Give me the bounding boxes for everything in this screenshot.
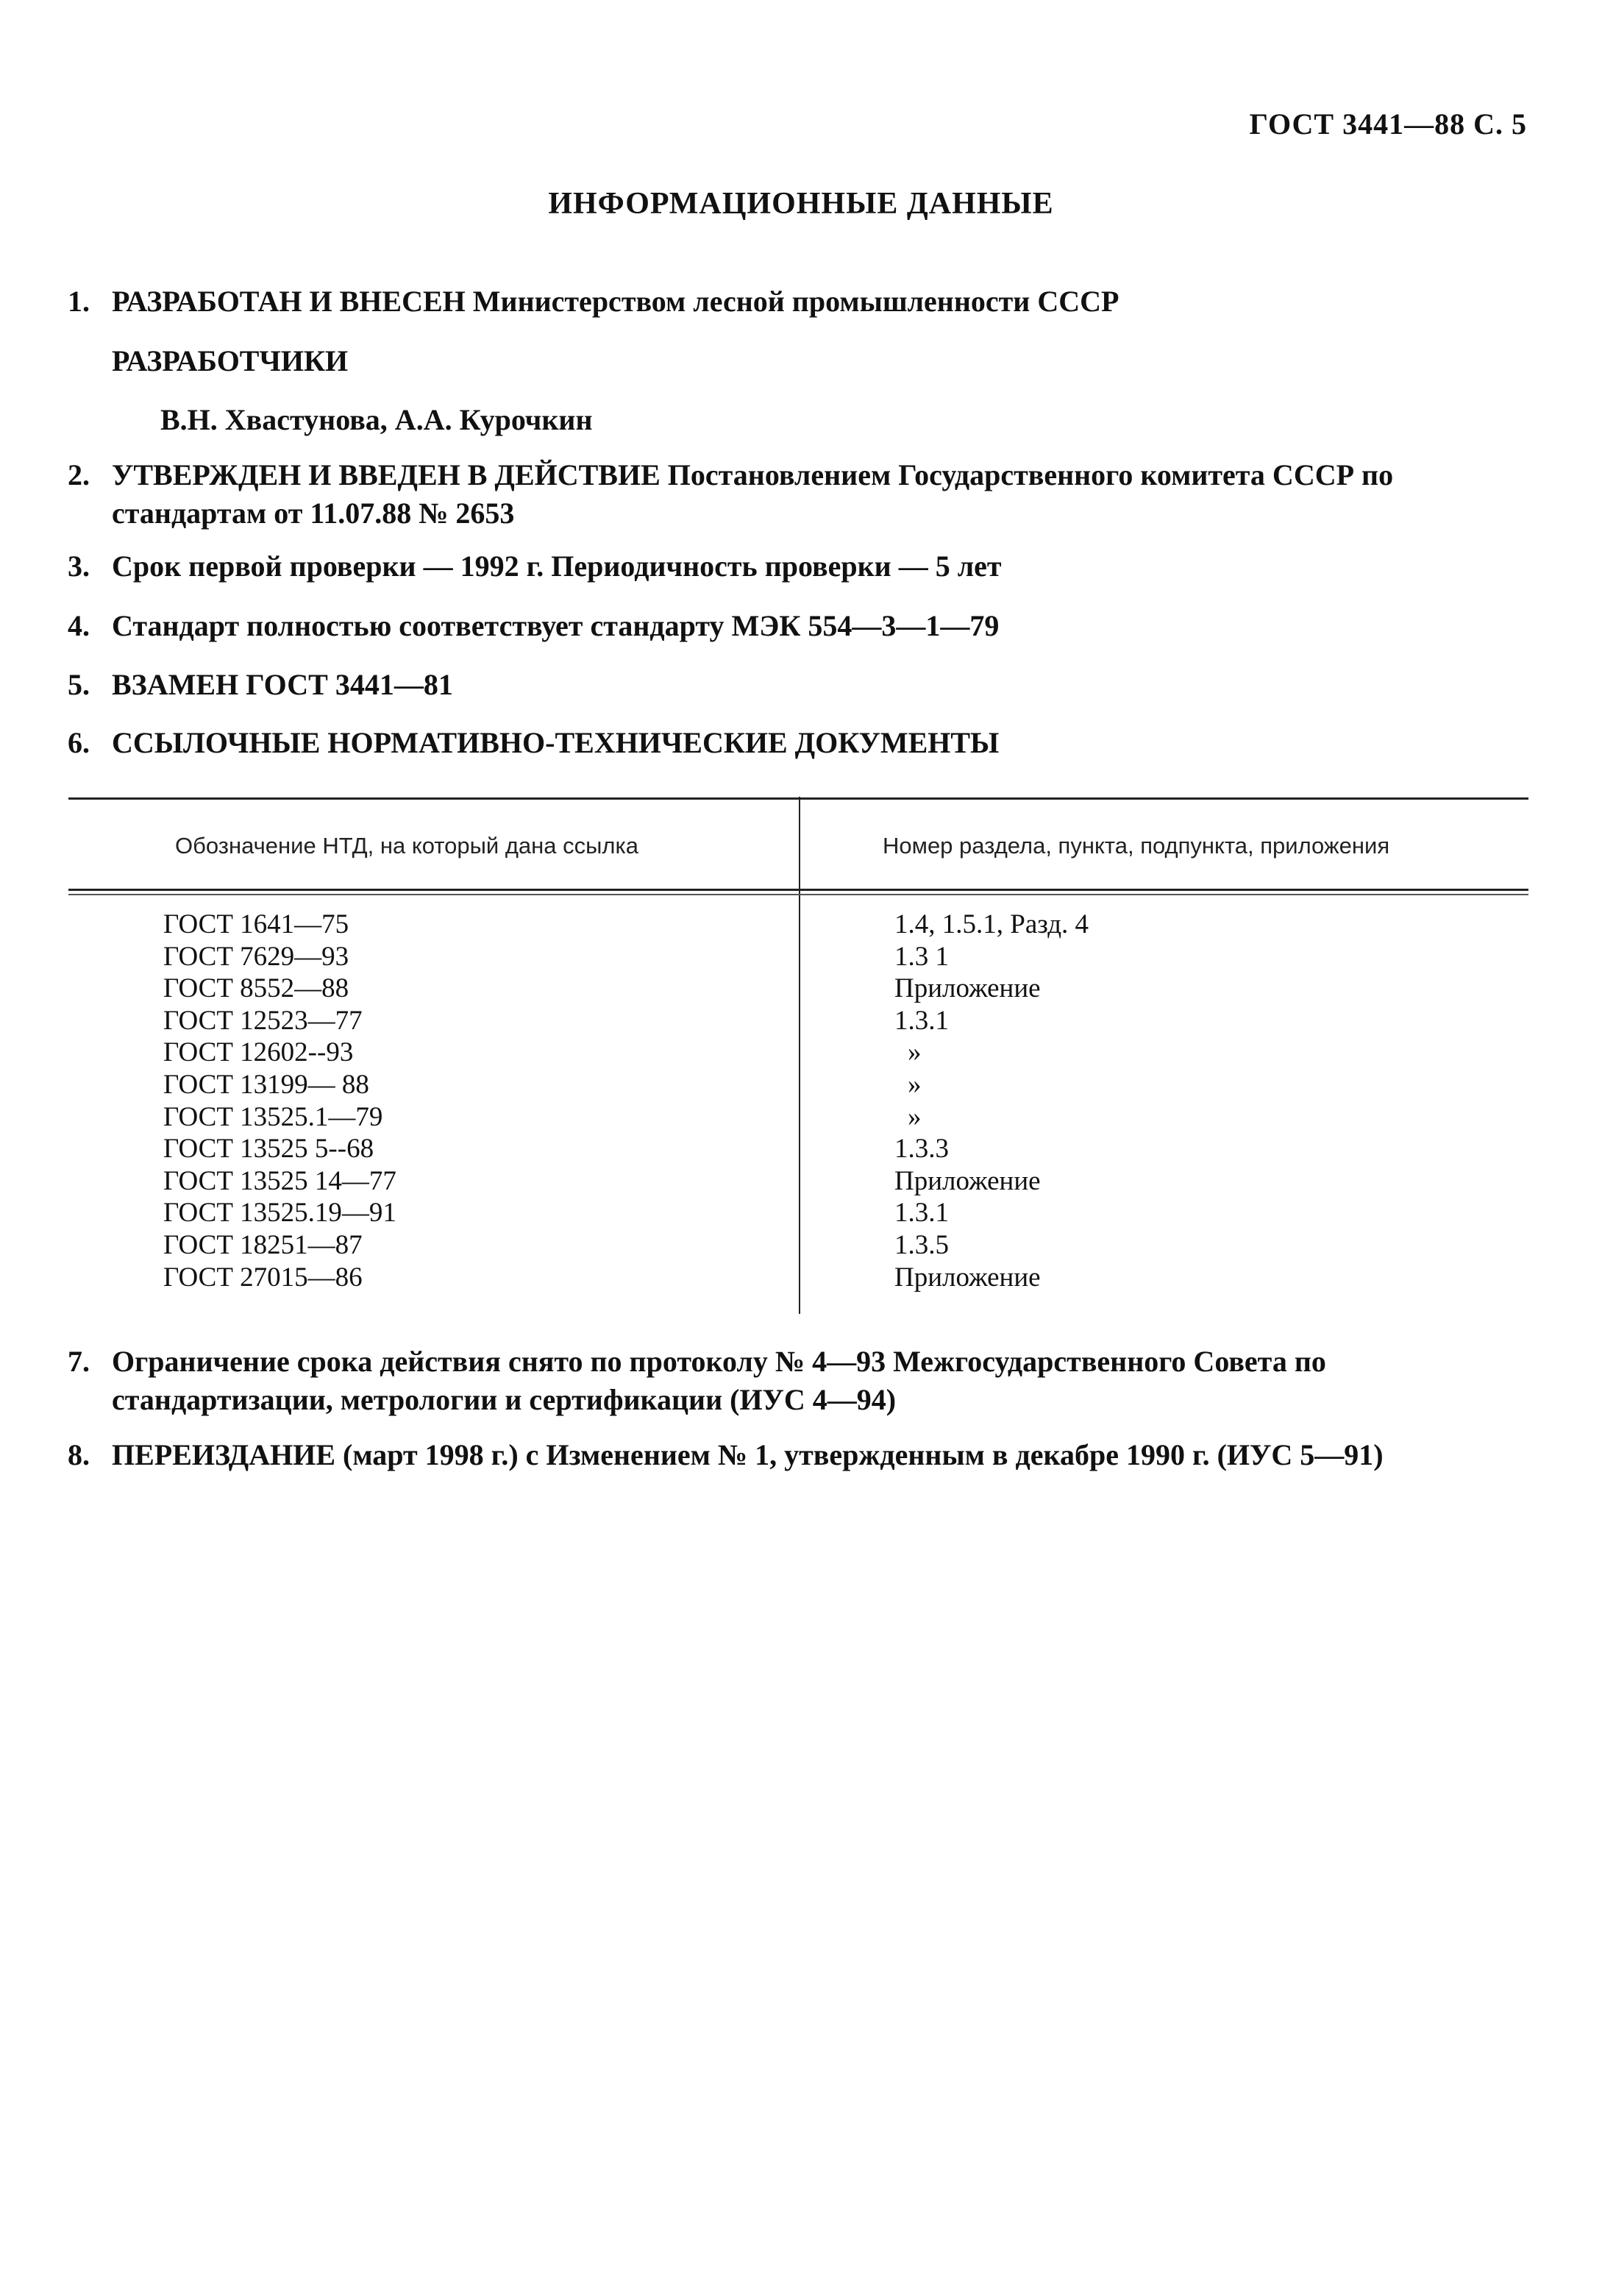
- info-item-6: [68, 722, 1528, 764]
- item-text: Ограничение срока действия снято по протоколу № 4—93 Межгосударственного Совета по стандартизации, метрологии и сертификации (ИУС 4—94): [112, 1345, 1326, 1416]
- item-text: ВЗАМЕН ГОСТ 3441—81: [112, 668, 453, 701]
- table-header-designation: Обозначение НТД, на который дана ссылка: [175, 833, 638, 859]
- table-cell-designation: ГОСТ 8552—88: [163, 973, 349, 1004]
- table-cell-designation: ГОСТ 13525 14—77: [163, 1165, 396, 1196]
- table-cell-section: Приложение: [894, 1262, 1041, 1293]
- item-text: Срок первой проверки — 1992 г. Периодичность проверки — 5 лет: [112, 550, 1002, 583]
- page-header: ГОСТ 3441—88 С. 5: [1249, 107, 1527, 141]
- table-cell-section: 1.3.5: [894, 1229, 949, 1260]
- developers-names: В.Н. Хвастунова, А.А. Курочкин: [160, 403, 593, 436]
- item-number: 1.: [68, 285, 90, 318]
- item-text: РАЗРАБОТАН И ВНЕСЕН Министерством лесной промышленности СССР: [112, 285, 1119, 318]
- item-number: 5.: [68, 668, 90, 701]
- table-cell-designation: ГОСТ 1641—75: [163, 909, 349, 939]
- item-number: 4.: [68, 609, 90, 642]
- table-cell-section: 1.3.1: [894, 1198, 949, 1229]
- table-cell-designation: ГОСТ 13525 5--68: [163, 1134, 374, 1165]
- item-text: ССЫЛОЧНЫЕ НОРМАТИВНО-ТЕХНИЧЕСКИЕ ДОКУМЕНТЫ: [112, 726, 1000, 759]
- table-cell-designation: ГОСТ 27015—86: [163, 1262, 363, 1293]
- item-number: 6.: [68, 726, 90, 759]
- document-title: ИНФОРМАЦИОННЫЕ ДАННЫЕ: [548, 187, 1054, 221]
- table-section-column: [894, 909, 1089, 1293]
- info-item-7: [68, 1343, 1528, 1419]
- developers-heading: РАЗРАБОТЧИКИ: [112, 344, 349, 377]
- table-cell-section: »: [908, 1069, 922, 1100]
- info-item-4: [68, 605, 1528, 647]
- table-cell-designation: ГОСТ 13199— 88: [163, 1069, 369, 1100]
- table-cell-designation: ГОСТ 13525.19—91: [163, 1198, 396, 1229]
- table-cell-section: 1.3 1: [894, 941, 949, 972]
- table-column-divider: [799, 797, 800, 1314]
- table-header-section: Номер раздела, пункта, подпункта, приложения: [883, 833, 1390, 859]
- table-designation-column: [163, 909, 396, 1293]
- info-item-2: [68, 456, 1528, 533]
- table-cell-designation: ГОСТ 13525.1—79: [163, 1101, 383, 1132]
- info-item-3: [68, 546, 1528, 587]
- item-number: 8.: [68, 1438, 90, 1471]
- item-number: 7.: [68, 1345, 90, 1378]
- item-number: 2.: [68, 458, 90, 491]
- table-cell-designation: ГОСТ 7629—93: [163, 941, 349, 972]
- table-cell-designation: ГОСТ 12523—77: [163, 1005, 363, 1036]
- table-cell-designation: ГОСТ 12602--93: [163, 1037, 354, 1068]
- item-number: 3.: [68, 550, 90, 583]
- table-cell-section: 1.4, 1.5.1, Разд. 4: [894, 909, 1089, 939]
- table-cell-section: »: [908, 1037, 922, 1068]
- table-cell-section: 1.3.3: [894, 1134, 949, 1165]
- table-cell-section: 1.3.1: [894, 1005, 949, 1036]
- item-text: Стандарт полностью соответствует стандарту МЭК 554—3—1—79: [112, 609, 1000, 642]
- info-item-5: [68, 664, 1528, 705]
- table-header-rule: [68, 889, 1528, 895]
- table-cell-section: Приложение: [894, 973, 1041, 1004]
- item-text: ПЕРЕИЗДАНИЕ (март 1998 г.) с Изменением № 1, утвержденным в декабре 1990 г. (ИУС 5—91): [112, 1438, 1384, 1471]
- info-item-1: [68, 281, 1528, 322]
- table-cell-section: Приложение: [894, 1165, 1041, 1196]
- item-text: УТВЕРЖДЕН И ВВЕДЕН В ДЕЙСТВИЕ Постановлением Государственного комитета СССР по стандартам от 11.07.88 № 2653: [112, 458, 1394, 530]
- table-cell-designation: ГОСТ 18251—87: [163, 1229, 363, 1260]
- table-cell-section: »: [908, 1101, 922, 1132]
- info-item-8: [68, 1435, 1528, 1476]
